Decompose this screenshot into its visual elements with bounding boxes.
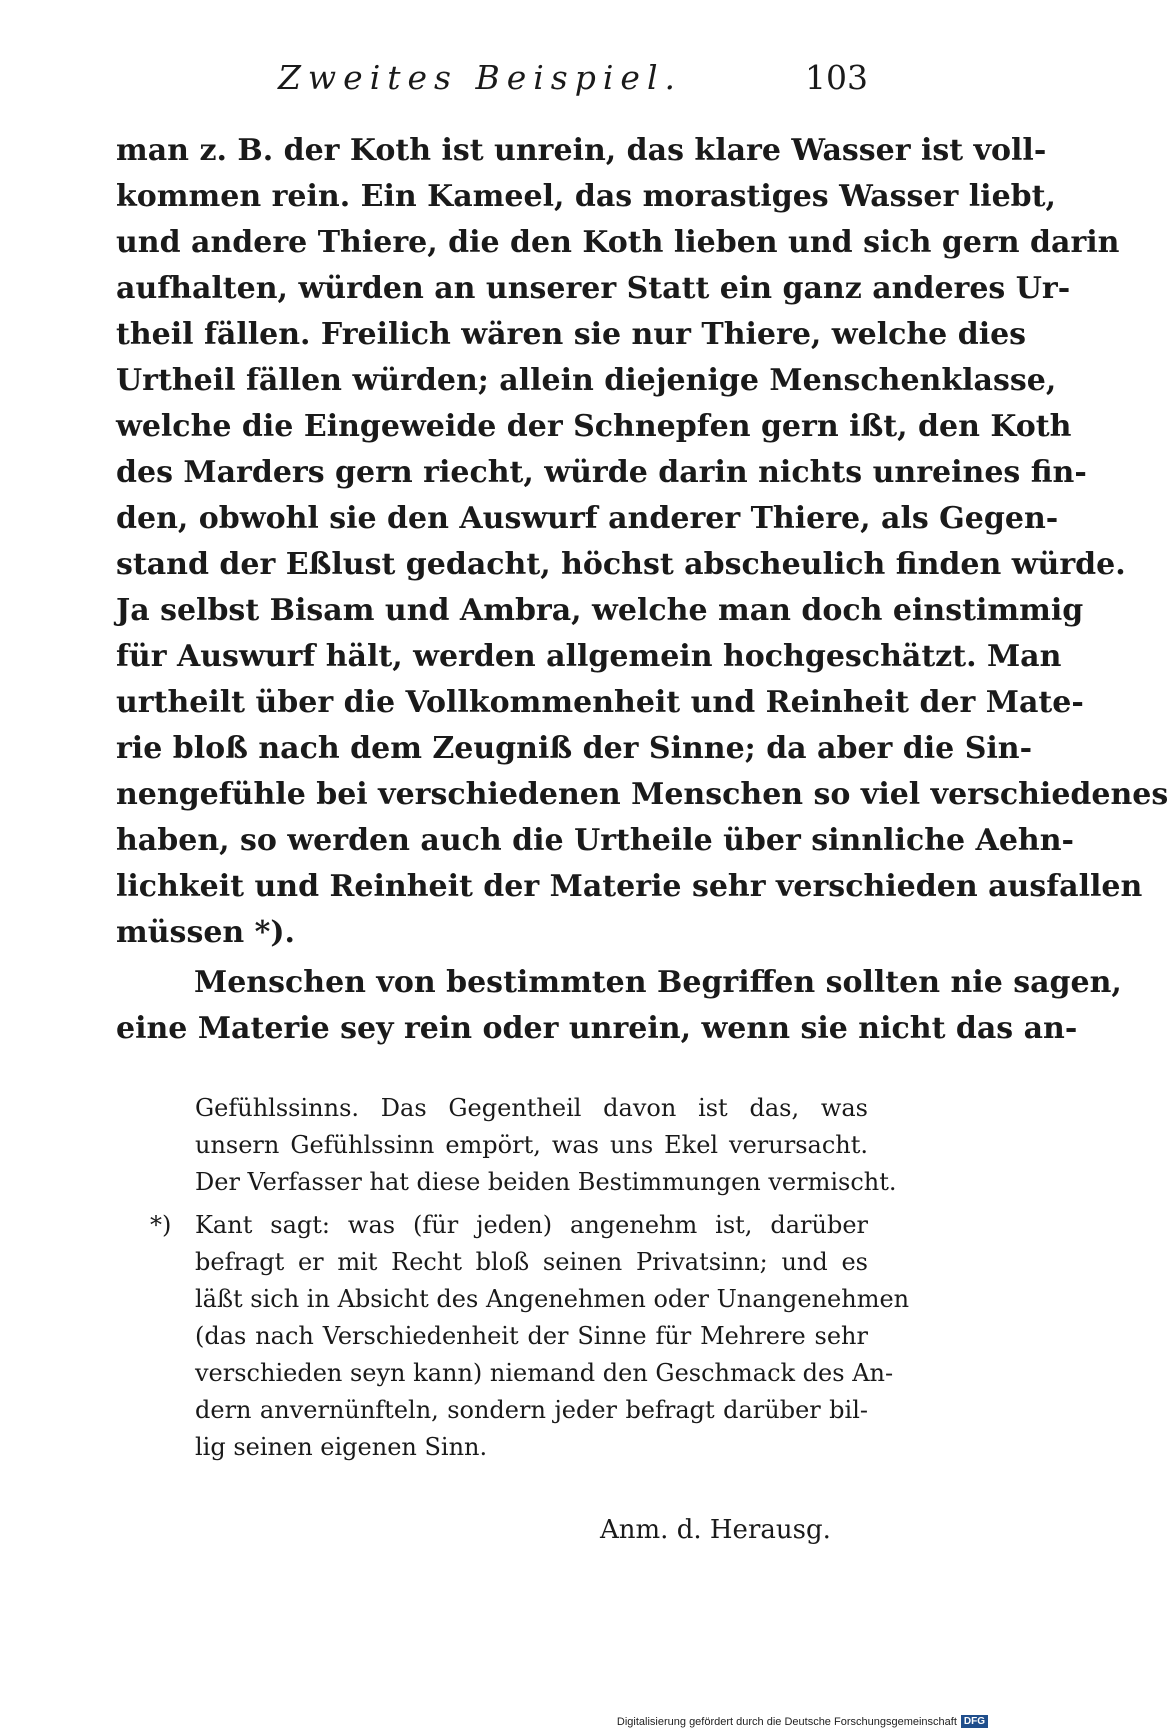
running-title: Zweites Beispiel. xyxy=(278,58,682,97)
digitization-footer xyxy=(617,1715,988,1728)
text-line: Ja selbst Bisam und Ambra, welche man doch einstimmig xyxy=(116,593,1084,628)
running-header xyxy=(118,58,868,102)
dfg-logo: DFG xyxy=(961,1715,988,1728)
text-line: aufhalten, würden an unserer Statt ein ganz anderes Ur- xyxy=(116,271,1071,306)
footnote-line: (das nach Verschiedenheit der Sinne für Mehrere sehr xyxy=(195,1322,868,1350)
editor-signature: Anm. d. Herausg. xyxy=(600,1515,831,1545)
footnotes xyxy=(150,1090,910,1466)
text-line: kommen rein. Ein Kameel, das morastiges Wasser liebt, xyxy=(116,179,1056,214)
footnote-text: Kant sagt: was (für jeden) angenehm ist, darüber xyxy=(195,1211,868,1239)
text-line: den, obwohl sie den Auswurf anderer Thiere, als Gegen- xyxy=(116,501,1059,536)
footer-text: Digitalisierung gefördert durch die Deutsche Forschungsgemeinschaft xyxy=(616,1715,957,1728)
text-line: rie bloß nach dem Zeugniß der Sinne; da aber die Sin- xyxy=(116,731,1033,766)
text-line: eine Materie sey rein oder unrein, wenn sie nicht das an- xyxy=(116,1011,1078,1046)
text-line: des Marders gern riecht, würde darin nichts unreines fin- xyxy=(116,455,1087,490)
main-text-paragraph-1 xyxy=(116,128,1168,956)
note-continuation-line: unsern Gefühlssinn empört, was uns Ekel verursacht. xyxy=(195,1131,868,1159)
text-line: stand der Eßlust gedacht, höchst abscheulich finden würde. xyxy=(116,547,1126,582)
text-line: haben, so werden auch die Urtheile über sinnliche Aehn- xyxy=(116,823,1074,858)
text-line: theil fällen. Freilich wären sie nur Thiere, welche dies xyxy=(116,317,1027,352)
note-continuation-line: Der Verfasser hat diese beiden Bestimmungen vermischt. xyxy=(195,1168,897,1196)
footnote-line: lig seinen eigenen Sinn. xyxy=(195,1433,488,1461)
footnote-line xyxy=(150,1207,868,1244)
text-line: müssen *). xyxy=(116,915,296,950)
note-continuation-line: Gefühlssinns. Das Gegentheil davon ist das, was xyxy=(195,1094,868,1122)
text-line: Menschen von bestimmten Begriffen sollten nie sagen, xyxy=(194,965,1122,1000)
text-line: nengefühle bei verschiedenen Menschen so viel verschiedenes xyxy=(116,777,1168,812)
text-line: welche die Eingeweide der Schnepfen gern ißt, den Koth xyxy=(116,409,1072,444)
text-line: man z. B. der Koth ist unrein, das klare Wasser ist voll- xyxy=(116,133,1047,168)
footnote-line: verschieden seyn kann) niemand den Geschmack des An- xyxy=(195,1359,894,1387)
main-text-paragraph-2 xyxy=(116,960,1122,1052)
footnote-line: läßt sich in Absicht des Angenehmen oder Unangenehmen xyxy=(195,1285,910,1313)
text-line: urtheilt über die Vollkommenheit und Reinheit der Mate- xyxy=(116,685,1084,720)
footnote-line: dern anvernünfteln, sondern jeder befragt darüber bil- xyxy=(195,1396,868,1424)
text-line: lichkeit und Reinheit der Materie sehr verschieden ausfallen xyxy=(116,869,1143,904)
text-line: für Auswurf hält, werden allgemein hochgeschätzt. Man xyxy=(116,639,1062,674)
text-line: und andere Thiere, die den Koth lieben und sich gern darin xyxy=(116,225,1120,260)
page-number: 103 xyxy=(805,58,868,97)
footnote-marker: *) xyxy=(150,1211,172,1239)
text-line: Urtheil fällen würden; allein diejenige Menschenklasse, xyxy=(116,363,1057,398)
footnote-line: befragt er mit Recht bloß seinen Privatsinn; und es xyxy=(195,1248,868,1276)
